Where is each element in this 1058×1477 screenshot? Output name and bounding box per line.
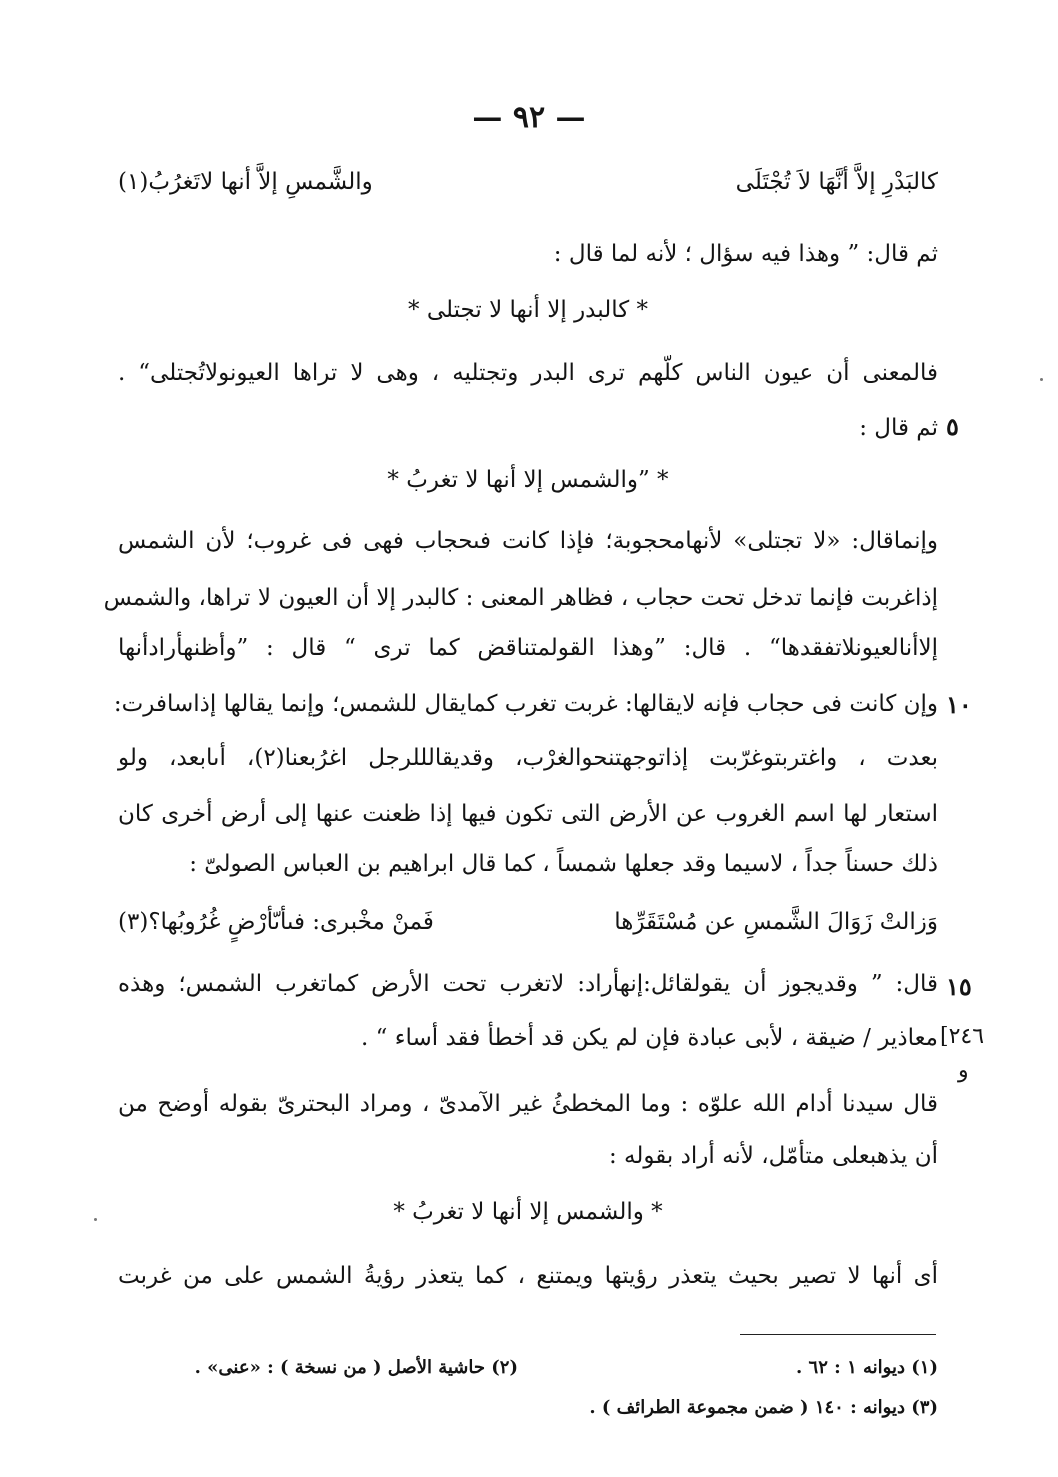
text-line: إذاغربت فإنما تدخل تحت حجاب ، فظاهر المعنى : كالبدر إلا أن العيون لا تراها، والشمس [103,585,938,611]
verse-second-hemistich: فَمنْ مخْبرى: فىأىّأرْضٍ غُرُوبُها؟(٣) [118,909,434,935]
text-line: فالمعنى أن عيون الناس كلّهم ترى البدر وتجتليه ، وهى لا تراها العيونولاتُجتلى“ . [118,360,938,386]
page-number: — ٩٢ — [472,100,586,135]
folio-side-marker: و [958,1058,969,1083]
text-line: أى أنها لا تصير بحيث يتعذر رؤيتها ويمتنع ، كما يتعذر رؤيةُ الشمس على من غربت [118,1263,938,1289]
footnote-separator [740,1334,936,1335]
text-line: ذلك حسناً جداً ، لاسيما وقد جعلها شمساً ، كما قال ابراهيم بن العباس الصولىّ : [189,851,938,877]
verse-first-hemistich: وَزالتْ زَوَالَ الشَّمسِ عن مُسْتَقَرِّها [614,909,938,935]
footnote-1: (١) ديوانه ١ : ٦٢ . [796,1357,938,1378]
verse-first-hemistich: كالبَدْرِ إلاَّ أنَّهَا لاَ تُجْتَلَى [735,169,938,195]
verse-second-hemistich: والشَّمسِ إلاَّ أنها لاتَغرُبُ(١) [118,169,373,195]
scan-speck [94,1218,97,1221]
text-line: إلاأنالعيونلاتفقدها“ . قال: ”وهذا القولمتناقض كما ترى “ قال : ”وأظنهأرادأنها [118,635,938,661]
quoted-hemistich: * ”والشمس إلا أنها لا تغربُ * [387,467,669,493]
verse-line [118,900,938,944]
line-number-10: ١٠ [946,690,972,719]
quoted-hemistich: * كالبدر إلا أنها لا تجتلى * [408,297,648,323]
text-line: ثم قال: ” وهذا فيه سؤال ؛ لأنه لما قال : [553,241,938,267]
text-line: وإن كانت فى حجاب فإنه لايقالها: غربت تغرب كمايقال للشمس؛ وإنما يقالها إذاسافرت: [113,691,938,717]
text-line: استعار لها اسم الغروب عن الأرض التى تكون فيها إذا ظعنت عنها إلى أرض أخرى كان [118,801,938,827]
text-line: ثم قال : [859,415,938,441]
footnote-3: (٣) ديوانه : ١٤٠ ( ضمن مجموعة الطرائف ) . [589,1397,938,1418]
scan-speck [1040,378,1043,381]
text-line: وإنماقال: «لا تجتلى» لأنهامحجوبة؛ فإذا كانت فىحجاب فهى فى غروب؛ لأن الشمس [118,528,938,554]
line-number-5: ٥ [946,412,959,441]
text-line: معاذير / ضيقة ، لأبى عبادة فإن لم يكن قد أخطأ فقد أساء “ . [361,1025,938,1051]
text-line: قال سيدنا أدام الله علوّه : وما المخطئُ غير الآمدىّ ، ومراد البحترىّ بقوله أوضح من [118,1091,938,1117]
folio-marker: [٢٤٦ [940,1024,985,1049]
footnote-2: (٢) حاشية الأصل ( من نسخة ) : «عنى» . [194,1357,518,1378]
text-line: أن يذهبعلى متأمّل، لأنه أراد بقوله : [609,1143,938,1169]
text-line: قال: ” وقديجوز أن يقولقائل:إنهأراد: لاتغرب تحت الأرض كماتغرب الشمس؛ وهذه [118,971,938,997]
verse-line [118,160,938,204]
line-number-15: ١٥ [946,972,972,1001]
text-line: بعدت ، واغتربتوغرّبت إذاتوجهتنحوالغرْب، وقديقالللرجل اغرُبعنا(٢)، أىابعد، ولو [118,745,938,771]
quoted-hemistich: * والشمس إلا أنها لا تغربُ * [393,1199,663,1225]
